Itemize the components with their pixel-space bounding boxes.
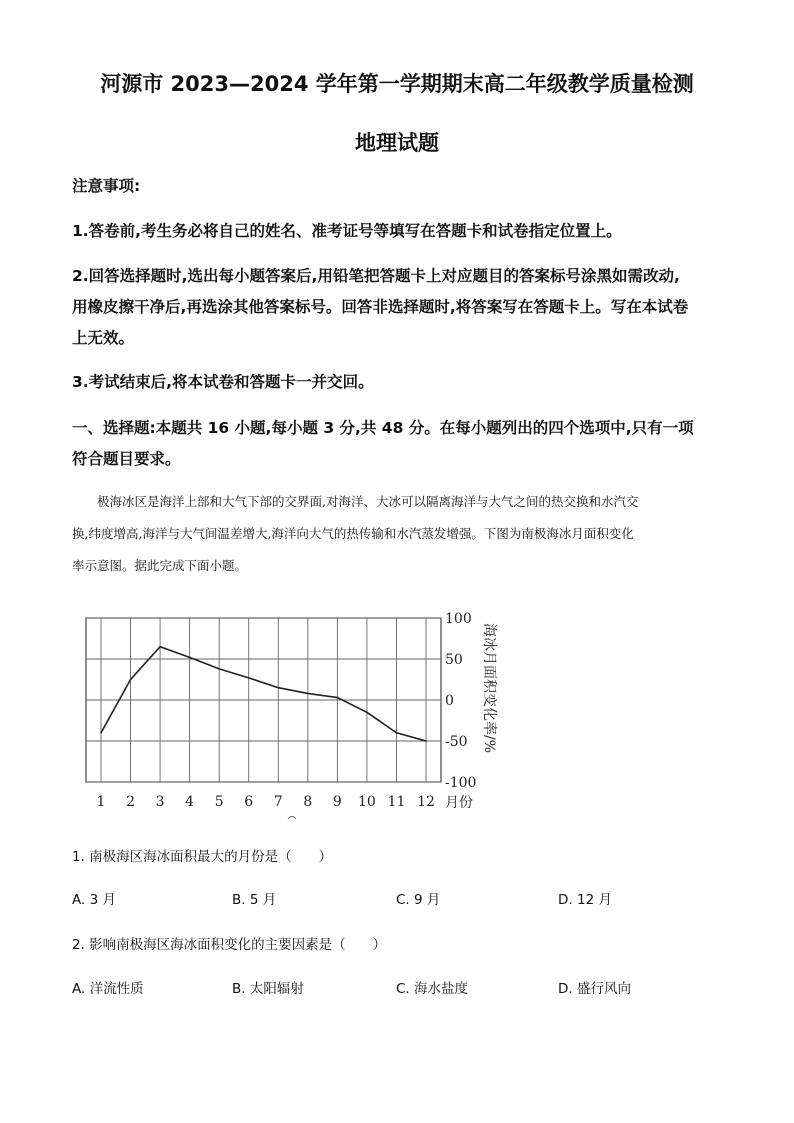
y-tick-label: 0 [445,693,454,709]
y-tick-label: 50 [445,652,463,668]
data-point [189,657,191,659]
y-tick-labels [445,611,476,791]
note-item-2-line-3: 上无效。 [72,329,135,347]
q2-option-b[interactable]: B. 太阳辐射 [232,981,304,997]
q1-option-b[interactable]: B. 5 月 [232,892,277,908]
x-tick-label: 3 [155,794,165,810]
data-point [100,732,102,734]
passage-line-3: 率示意图。据此完成下面小题。 [72,558,248,573]
series-line [101,647,426,741]
x-tick-label: 2 [126,794,136,810]
question-2-stem: 2. 影响南极海区海冰面积变化的主要因素是（ ） [72,937,387,953]
note-item-2-line-2: 用橡皮擦干净后,再选涂其他答案标号。回答非选择题时,将答案写在答题卡上。写在本试卷 [72,298,689,316]
note-item-3: 3.考试结束后,将本试卷和答题卡一并交回。 [72,373,374,391]
x-tick-label: 5 [214,794,224,810]
q1-option-d[interactable]: D. 12 月 [558,892,612,908]
data-point [248,677,250,679]
section-heading-line-2: 符合题目要求。 [72,450,181,468]
x-tick-label: 12 [417,794,435,810]
data-point [307,693,309,695]
data-point [159,646,161,648]
data-point [366,712,368,714]
x-tick-labels [97,794,435,810]
x-tick-label: 7 [273,794,283,810]
x-tick-label: 11 [387,794,406,810]
data-point [130,679,132,681]
q2-option-c[interactable]: C. 海水盐度 [396,981,469,997]
note-item-2-line-1: 2.回答选择题时,选出每小题答案后,用铅笔把答题卡上对应题目的答案标号涂黑如需改动, [72,267,680,285]
notes-heading: 注意事项: [72,177,141,195]
section-heading-line-1: 一、选择题:本题共 16 小题,每小题 3 分,共 48 分。在每小题列出的四个选项中,只有一项 [72,419,694,437]
x-axis-label: 月份 [445,795,473,811]
y-tick-label: 100 [445,611,472,627]
data-point [277,687,279,689]
data-point [337,697,339,699]
x-tick-label: 4 [185,794,195,810]
exam-subtitle: 地理试题 [355,131,439,155]
x-tick-label: 9 [332,794,342,810]
chart-grid [86,618,441,782]
q2-option-a[interactable]: A. 洋流性质 [72,981,144,997]
q1-option-c[interactable]: C. 9 月 [396,892,441,908]
y-tick-label: -100 [445,775,477,791]
note-item-1: 1.答卷前,考生务必将自己的姓名、准考证号等填写在答题卡和试卷指定位置上。 [72,222,622,240]
data-point [218,668,220,670]
x-tick-label: 10 [357,794,376,810]
y-axis-label: 海冰月面积变化率/% [481,623,497,754]
y-tick-label: -50 [445,734,468,750]
x-tick-label: 8 [303,794,313,810]
q1-option-a[interactable]: A. 3 月 [72,892,116,908]
data-point [425,740,427,742]
x-tick-label: 6 [244,794,254,810]
x-tick-label: 1 [96,794,106,810]
question-1-stem: 1. 南极海区海冰面积最大的月份是（ ） [72,849,333,865]
sea-ice-chart [60,600,520,830]
passage-line-2: 换,纬度增高,海洋与大气间温差增大,海洋向大气的热传输和水汽蒸发增强。下图为南极海冰月面积变化 [72,526,634,541]
data-point [396,732,398,734]
passage-line-1: 极海冰区是海洋上部和大气下部的交界面,对海洋、大冰可以隔离海洋与大气之间的热交换和水汽交 [97,494,639,509]
exam-title: 河源市 2023—2024 学年第一学期期末高二年级教学质量检测 [100,72,694,96]
axis-arc-mark [288,817,296,820]
q2-option-d[interactable]: D. 盛行风向 [558,981,631,997]
